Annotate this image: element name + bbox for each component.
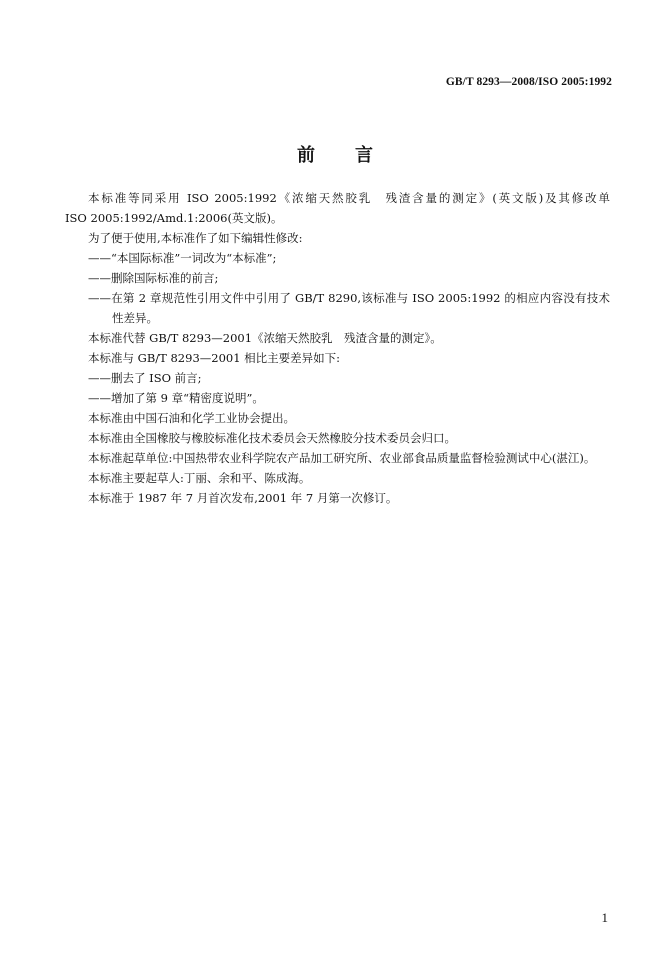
paragraph-differences-intro: 本标准与 GB/T 8293—2001 相比主要差异如下: [88,351,341,365]
title-char-2: 言 [355,145,373,166]
paragraph-adoption: 本标准等同采用 ISO 2005:1992《浓缩天然胶乳 残渣含量的测定》(英文版)及其修改单 [88,191,610,205]
list-item-editorial-2: ——删除国际标准的前言; [88,271,219,285]
list-item-difference-1: ——删去了 ISO 前言; [88,371,202,385]
foreword-body [65,188,610,508]
page-title [0,141,670,167]
paragraph-drafters: 本标准主要起草人:丁丽、余和平、陈成海。 [88,471,311,485]
list-item-editorial-3: ——在第 2 章规范性引用文件中引用了 GB/T 8290,该标准与 ISO 2005:1992 的相应内容没有技术性差异。 [88,291,610,325]
paragraph-adoption-continuation: ISO 2005:1992/Amd.1:2006(英文版)。 [65,211,283,225]
page-number: 1 [601,910,608,925]
paragraph-proposed-by: 本标准由中国石油和化学工业协会提出。 [88,411,295,425]
paragraph-editorial-intro: 为了便于使用,本标准作了如下编辑性修改: [88,231,303,245]
title-char-1: 前 [297,145,315,166]
paragraph-history: 本标准于 1987 年 7 月首次发布,2001 年 7 月第一次修订。 [88,491,398,505]
paragraph-replaces: 本标准代替 GB/T 8293—2001《浓缩天然胶乳 残渣含量的测定》。 [88,331,442,345]
list-item-difference-2: ——增加了第 9 章“精密度说明”。 [88,391,264,405]
paragraph-drafting-units: 本标准起草单位:中国热带农业科学院农产品加工研究所、农业部食品质量监督检验测试中心(湛江)。 [88,451,596,465]
paragraph-centralized-by: 本标准由全国橡胶与橡胶标准化技术委员会天然橡胶分技术委员会归口。 [88,431,456,445]
list-item-editorial-1: ——“本国际标准”一词改为“本标准”; [88,251,277,265]
standard-number-header: GB/T 8293—2008/ISO 2005:1992 [445,76,612,88]
